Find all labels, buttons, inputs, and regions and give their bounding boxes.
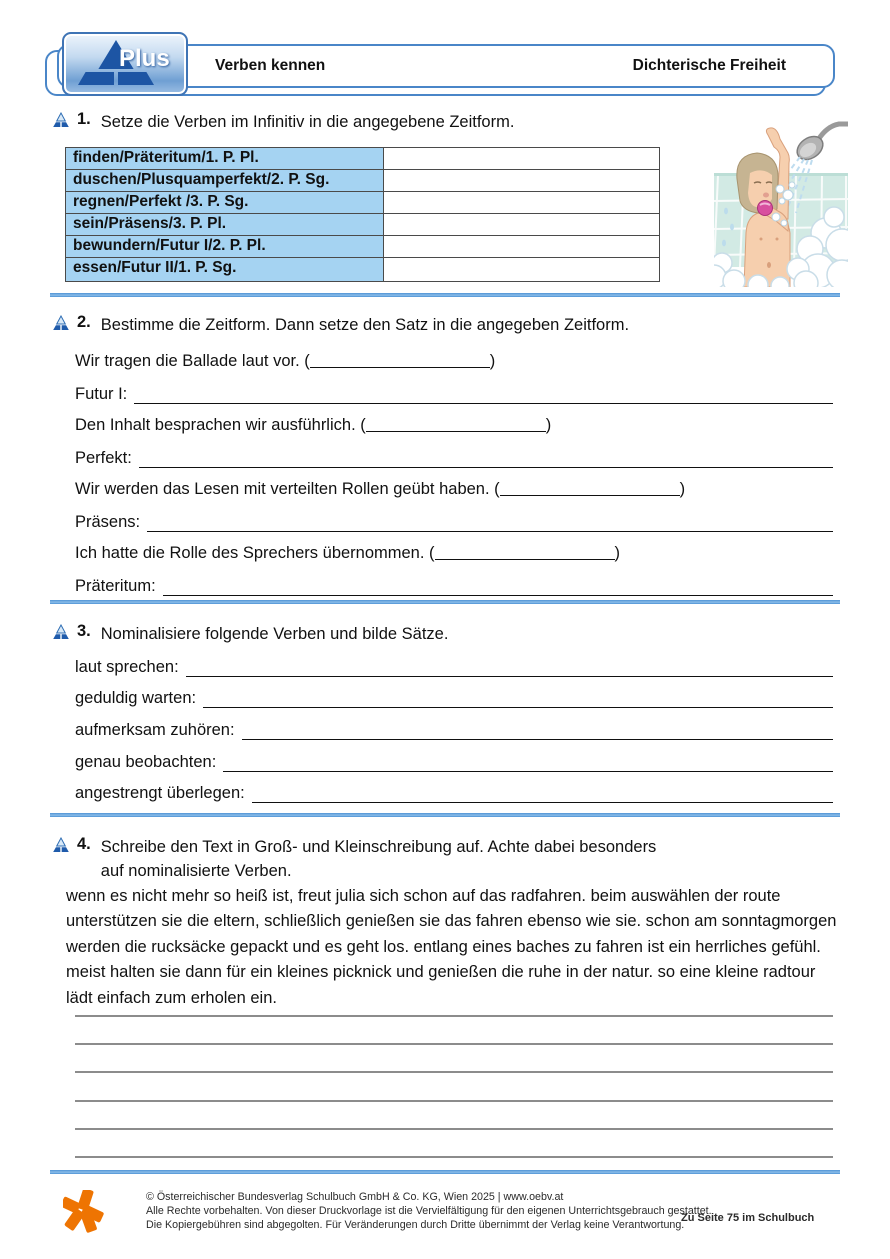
task2-number: 2. xyxy=(77,313,91,331)
shower-illustration xyxy=(714,113,848,287)
task3-number: 3. xyxy=(77,622,91,640)
verb-phrase-label: genau beobachten: xyxy=(75,752,217,771)
task2-items xyxy=(75,345,833,601)
paren-close: ) xyxy=(679,480,686,498)
copyright-block xyxy=(146,1191,712,1232)
verb-table xyxy=(65,147,660,282)
table-row xyxy=(66,170,659,192)
tense-label: Futur I: xyxy=(75,385,128,403)
answer-line xyxy=(75,505,833,537)
task2-heading xyxy=(52,313,629,337)
table-row xyxy=(66,258,659,280)
answer-blank xyxy=(500,477,680,496)
table-row xyxy=(66,148,659,170)
paren-close: ) xyxy=(489,352,496,370)
answer-line xyxy=(75,650,833,682)
answer-blank xyxy=(310,349,490,368)
tense-label: Präsens: xyxy=(75,513,141,531)
answer-blank xyxy=(139,447,833,468)
task4-instruction xyxy=(101,835,657,883)
answer-blank xyxy=(223,751,833,772)
oebv-logo xyxy=(63,1190,109,1238)
task4-instruction-line2: auf nominalisierte Verben. xyxy=(100,862,292,880)
example-sentence xyxy=(75,473,833,505)
answer-blank xyxy=(203,687,833,708)
table-row xyxy=(66,214,659,236)
answer-blank xyxy=(134,383,833,404)
schoolbook-page-reference: Zu Seite 75 im Schulbuch xyxy=(681,1212,815,1224)
verb-prompt-cell: bewundern/Futur I/2. P. Pl. xyxy=(66,236,384,257)
plus-logo-badge xyxy=(62,32,188,96)
answer-cell xyxy=(384,148,659,169)
answer-line xyxy=(75,377,833,409)
writing-line xyxy=(75,1100,833,1128)
task3-instruction: Nominalisiere folgende Verben und bilde Sätze. xyxy=(100,625,449,643)
task-triangle-icon xyxy=(52,624,70,640)
answer-cell xyxy=(384,214,659,235)
task3-heading xyxy=(52,622,448,646)
tense-label: Präteritum: xyxy=(75,577,156,595)
task4-heading xyxy=(52,835,656,883)
section-divider xyxy=(50,600,840,604)
task1-heading xyxy=(52,110,514,134)
table-row xyxy=(66,236,659,258)
answer-blank xyxy=(242,719,833,740)
answer-line xyxy=(75,713,833,745)
answer-cell xyxy=(384,170,659,191)
example-sentence xyxy=(75,409,833,441)
section-divider xyxy=(50,293,840,297)
answer-cell xyxy=(384,258,659,280)
answer-line xyxy=(75,745,833,777)
verb-prompt-cell: duschen/Plusquamperfekt/2. P. Sg. xyxy=(66,170,384,191)
answer-cell xyxy=(384,236,659,257)
task-triangle-icon xyxy=(52,837,70,853)
task1-instruction: Setze die Verben im Infinitiv in die angegebene Zeitform. xyxy=(100,113,515,131)
writing-lines xyxy=(75,1015,833,1184)
answer-line xyxy=(75,777,833,809)
paren-close: ) xyxy=(545,416,552,434)
answer-line xyxy=(75,569,833,601)
verb-prompt-cell: finden/Präteritum/1. P. Pl. xyxy=(66,148,384,169)
table-row xyxy=(66,192,659,214)
answer-blank xyxy=(366,413,546,432)
answer-blank xyxy=(252,782,833,803)
task1-number: 1. xyxy=(77,110,91,128)
answer-blank xyxy=(186,656,833,677)
paren-close: ) xyxy=(614,544,621,562)
section-divider xyxy=(50,813,840,817)
task4-instruction-line1: Schreibe den Text in Groß- und Kleinschreibung auf. Achte dabei besonders xyxy=(100,838,657,856)
copyright-line1: © Österreichischer Bundesverlag Schulbuch GmbH & Co. KG, Wien 2025 | www.oebv.at xyxy=(146,1191,564,1203)
answer-line xyxy=(75,441,833,473)
task2-instruction: Bestimme die Zeitform. Dann setze den Satz in die angegeben Zeitform. xyxy=(100,316,630,334)
answer-cell xyxy=(384,192,659,213)
answer-line xyxy=(75,682,833,714)
verb-phrase-label: laut sprechen: xyxy=(75,657,179,676)
verb-phrase-label: angestrengt überlegen: xyxy=(75,784,245,803)
sentence-text: Wir werden das Lesen mit verteilten Rollen geübt haben. ( xyxy=(75,480,500,498)
task-triangle-icon xyxy=(52,112,70,128)
verb-phrase-label: geduldig warten: xyxy=(75,689,197,708)
lowercase-text-paragraph: wenn es nicht mehr so heiß ist, freut julia sich schon auf das radfahren. beim auswählen der route unterstützen sie die eltern, schließlich genießen sie das fahren ebenso wie sie. schon am sonntagmorgen werden die rucksäcke gepackt und es geht los. entlang eines baches zu fahren ist ein herrliches gefühl. meist halten sie dann für ein kleines picknick und genießen die ruhe in der natur. so eine kleine radtour lädt einfach zum erholen ein. xyxy=(66,887,837,1007)
chapter-title: Dichterische Freiheit xyxy=(632,57,786,74)
sentence-text: Wir tragen die Ballade laut vor. ( xyxy=(75,352,310,370)
plus-logo-label: Plus xyxy=(119,45,170,72)
writing-line xyxy=(75,1128,833,1156)
answer-blank xyxy=(163,575,833,596)
writing-line xyxy=(75,1015,833,1043)
verb-prompt-cell: sein/Präsens/3. P. Pl. xyxy=(66,214,384,235)
sentence-text: Ich hatte die Rolle des Sprechers übernommen. ( xyxy=(75,544,435,562)
verb-prompt-cell: essen/Futur II/1. P. Sg. xyxy=(66,258,384,280)
answer-blank xyxy=(147,511,833,532)
task4-number: 4. xyxy=(77,835,91,853)
answer-blank xyxy=(435,541,615,560)
footer-divider xyxy=(50,1170,840,1174)
tense-label: Perfekt: xyxy=(75,449,132,467)
example-sentence xyxy=(75,537,833,569)
verb-phrase-label: aufmerksam zuhören: xyxy=(75,721,235,740)
writing-line xyxy=(75,1071,833,1099)
task-triangle-icon xyxy=(52,315,70,331)
copyright-line2: Alle Rechte vorbehalten. Von dieser Druckvorlage ist die Vervielfältigung für den eigenen Unterrichtsgebrauch gestattet. xyxy=(146,1204,712,1217)
example-sentence xyxy=(75,345,833,377)
verb-prompt-cell: regnen/Perfekt /3. P. Sg. xyxy=(66,192,384,213)
writing-line xyxy=(75,1043,833,1071)
worksheet-title: Verben kennen xyxy=(215,57,326,74)
copyright-line3: Die Kopiergebühren sind abgegolten. Für Veränderungen durch Dritte übernimmt der Verlag keine Verantwortung. xyxy=(146,1218,685,1231)
sentence-text: Den Inhalt besprachen wir ausführlich. ( xyxy=(75,416,366,434)
task3-items xyxy=(75,650,833,808)
